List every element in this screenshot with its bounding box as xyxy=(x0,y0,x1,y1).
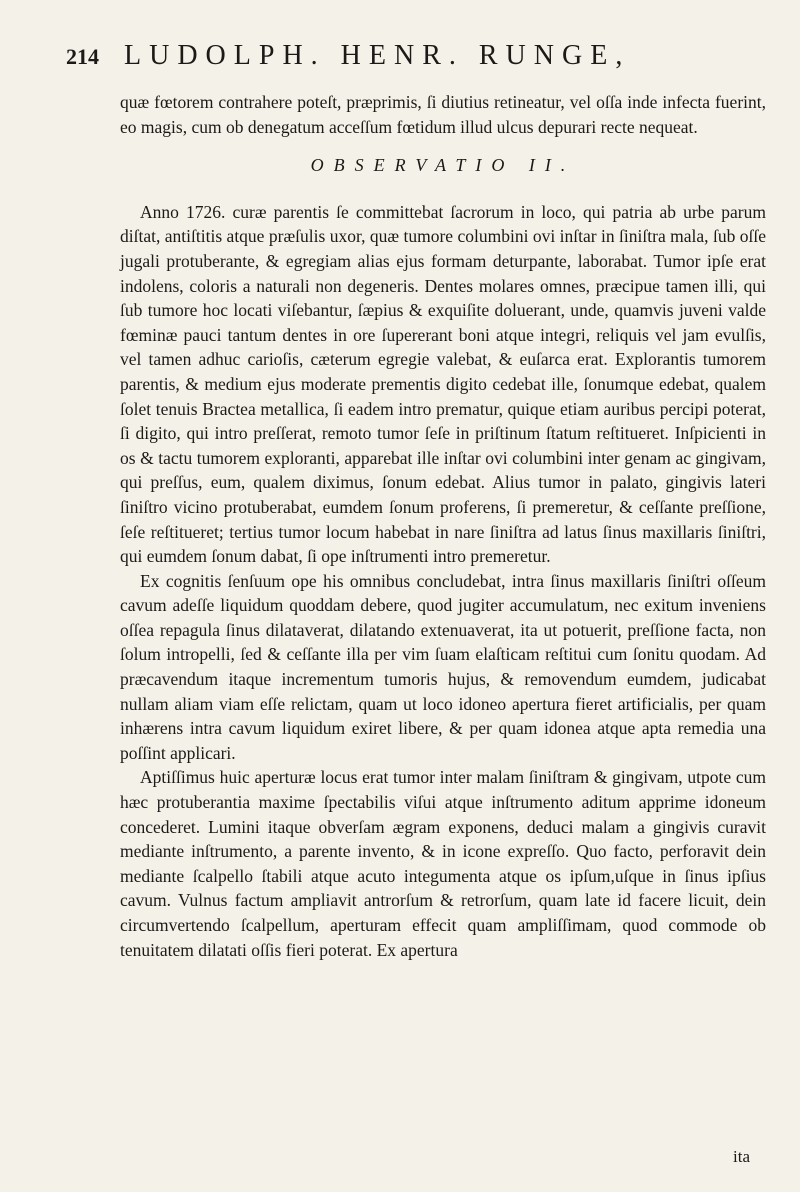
page-number: 214 xyxy=(66,44,99,69)
catchword: ita xyxy=(733,1147,750,1166)
paragraph-procedure: Aptiſſimus huic aperturæ locus erat tumor inter malam ſiniſtram & gingivam, utpote cum hæc protuberantia maxime ſpectabilis viſui atque inſtrumento aditum apprime idoneum concederet. Lumini itaque obverſam ægram exponens, deduci malam a gingivis curavit mediante inſtrumento, a parente invento, & in icone expreſſo. Quo facto, perforavit dein mediante ſcalpello ſtabili atque acuto integumenta atque os ipſum,uſque in ſinus ipſius cavum. Vulnus factum ampliavit antrorſum & retrorſum, quam late id facere licuit, dein circumvertendo ſcalpellum, aperturam effecit quam ampliſſimam, quod commode ob tenuitatem dilatati oſſis fieri poterat. Ex apertura xyxy=(120,767,766,960)
running-head: LUDOLPH. HENR. RUNGE, xyxy=(124,40,631,71)
page-header xyxy=(66,40,756,80)
paragraph-observation: Anno 1726. curæ parentis ſe committebat ſacrorum in loco, qui patria ab urbe parum diſtat, antiſtitis atque præſulis uxor, quæ tumore columbini ovi inſtar in ſiniſtra mala, ſub oſſe jugali protuberante, & egregiam alias ejus formam deturpante, laborabat. Tumor ipſe erat indolens, coloris a naturali non degeneris. Dentes molares omnes, præcipue tamen illi, qui ſub tumore hoc locati viſebantur, ſæpius & exquiſite doluerant, unde, quamvis juveni valde fœminæ pauci tantum dentes in ore ſupererant boni atque integri, reliquis vel jam evulſis, vel tamen adhuc carioſis, cæterum egregie valebat, & euſarca erat. Explorantis tumorem parentis, & medium ejus moderate prementis digito cedebat ille, ſonumque edebat, qualem ſolet tenuis Bractea metallica, ſi eadem intro prematur, quique etiam auribus percipi poterat, ſi digito, qui intro preſſerat, remoto tumor ſeſe in priſtinum ſtatum reſtitueret. Inſpicienti in os & tactu tumorem exploranti, apparebat ille inſtar ovi columbini inter genam ac gingivam, qui preſſus, eum, qualem diximus, ſonum edebat. Alius tumor in palato, gingivis lateri ſiniſtro vicino protuberabat, eumdem ſonum proferens, ſi premeretur, & ceſſante preſſione, ſeſe reſtitueret; tertius tumor locum habebat in nare ſiniſtra ad latus ſinus maxillaris ſiniſtri, qui eumdem ſonum dabat, ſi ope inſtrumenti intro premeretur. xyxy=(120,201,766,567)
section-title: OBSERVATIO II. xyxy=(310,155,576,176)
paragraph-conclusion: Ex cognitis ſenſuum ope his omnibus concludebat, intra ſinus maxillaris ſiniſtri oſſeum cavum adeſſe liquidum quoddam debere, quod jugiter accumulatum, nec exitum inveniens oſſea repagula ſinus dilataverat, dilatando extenuaverat, ita ut potuerit, preſſione facta, non ſolum intropelli, ſed & ceſſante illa per vim ſuam elaſticam reſtitui cum ſonitu quodam. Ad præcavendum itaque incrementum tumoris hujus, & removendum eumdem, judicabat nullam aliam viam eſſe relictam, quam ut loco idoneo apertura fieret artificialis, per quam inhærens intra cavum liquidum exiret libere, & per quam idonea atque apta remedia una poſſint applicari. xyxy=(120,570,766,763)
body-text xyxy=(120,90,766,962)
paragraph-continuation: quæ fœtorem contrahere poteſt, præprimis, ſi diutius retineatur, vel oſſa inde infecta fuerint, eo magis, cum ob denegatum acceſſum fœtidum illud ulcus depurari recte nequeat. xyxy=(120,92,766,137)
